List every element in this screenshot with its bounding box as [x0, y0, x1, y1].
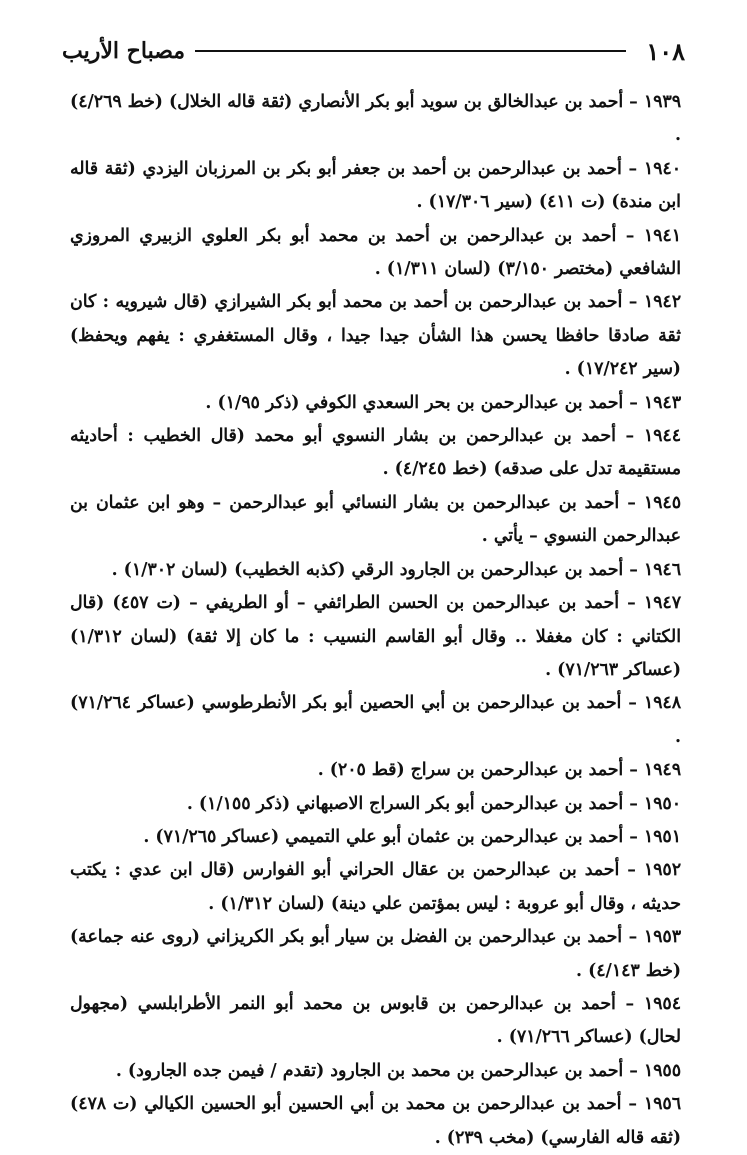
entry: ١٩٤١ – أحمد بن عبدالرحمن بن أحمد بن محمد أبو بكر العلوي الزبيري المروزي الشافعي (مختصر ٣/١٥٠) (لسان ١/٣١١) . — [70, 225, 681, 280]
header-rule — [195, 50, 626, 52]
entry: ١٩٥١ – أحمد بن عبدالرحمن بن عثمان أبو علي التميمي (عساكر ٧١/٢٦٥) . — [143, 826, 681, 847]
entry: ١٩٤٩ – أحمد بن عبدالرحمن بن سراج (قط ٢٠٥) . — [317, 760, 681, 781]
entry: ١٩٤٨ – أحمد بن عبدالرحمن بن أبي الحصين أبو بكر الأنطرطوسي (عساكر ٧١/٢٦٤) . — [70, 693, 681, 747]
entry: ١٩٤٧ – أحمد بن عبدالرحمن بن الحسن الطرائفي – أو الطريفي – (ت ٤٥٧) (قال الكتاني : كان مغفلا .. وقال أبو القاسم النسيب : ما كان إلا ثقة) (لسان ١/٣١٢) (عساكر ٧١/٢٦٣) . — [70, 593, 681, 680]
entry: ١٩٤٣ – أحمد بن عبدالرحمن بن بحر السعدي الكوفي (ذكر ١/٩٥) . — [205, 392, 681, 413]
page-header — [62, 34, 685, 68]
page-number: ١٠٨ — [646, 36, 685, 66]
book-title: مصباح الأريب — [62, 38, 186, 64]
entry: ١٩٤٥ – أحمد بن عبدالرحمن بن بشار النسائي أبو عبدالرحمن – وهو ابن عثمان بن عبدالرحمن النسوي – يأتي . — [70, 492, 681, 547]
entry: ١٩٣٩ – أحمد بن عبدالخالق بن سويد أبو بكر الأنصاري (ثقة قاله الخلال) (خط ٤/٢٦٩) . — [70, 92, 681, 146]
entry: ١٩٥٣ – أحمد بن عبدالرحمن بن الفضل بن سيار أبو بكر الكريزاني (روى عنه جماعة) (خط ٤/١٤٣) . — [70, 927, 681, 981]
entry: ١٩٥٤ – أحمد بن عبدالرحمن بن قابوس بن محمد أبو النمر الأطرابلسي (مجهول لحال) (عساكر ٧١/٢٦٦) . — [70, 993, 681, 1048]
entry: ١٩٤٤ – أحمد بن عبدالرحمن بن بشار النسوي أبو محمد (قال الخطيب : أحاديثه مستقيمة تدل على صدقه) (خط ٤/٢٤٥) . — [70, 426, 681, 480]
entry: ١٩٤٢ – أحمد بن عبدالرحمن بن أحمد بن محمد أبو بكر الشيرازي (قال شيرويه : كان ثقة صادقا حافظا يحسن هذا الشأن جيدا جيدا ، وقال المستغفري : يفهم ويحفظ) (سير ١٧/٢٤٢) . — [70, 292, 681, 380]
entry: ١٩٥٦ – أحمد بن عبدالرحمن بن محمد بن أبي الحسين أبو الحسين الكيالي (ت ٤٧٨) (ثقه قاله الفارسي) (مخب ٢٣٩) . — [70, 1094, 681, 1148]
entry: ١٩٥٠ – أحمد بن عبدالرحمن أبو بكر السراج الاصبهاني (ذكر ١/١٥٥) . — [186, 793, 681, 814]
entry: ١٩٥٢ – أحمد بن عبدالرحمن بن عقال الحراني أبو الفوارس (قال ابن عدي : يكتب حديثه ، وقال أبو عروبة : ليس بمؤتمن علي دينة) (لسان ١/٣١٢) . — [70, 860, 681, 914]
entry: ١٩٤٠ – أحمد بن عبدالرحمن بن أحمد بن جعفر أبو بكر بن المرزبان اليزدي (ثقة قاله ابن مندة) (ت ٤١١) (سير ١٧/٣٠٦) . — [70, 158, 681, 213]
entries-list — [70, 86, 681, 1155]
entry: ١٩٥٥ – أحمد بن عبدالرحمن بن محمد بن الجارود (تقدم / فيمن جده الجارود) . — [115, 1060, 681, 1081]
entry: ١٩٤٦ – أحمد بن عبدالرحمن بن الجارود الرقي (كذبه الخطيب) (لسان ١/٣٠٢) . — [111, 559, 681, 580]
